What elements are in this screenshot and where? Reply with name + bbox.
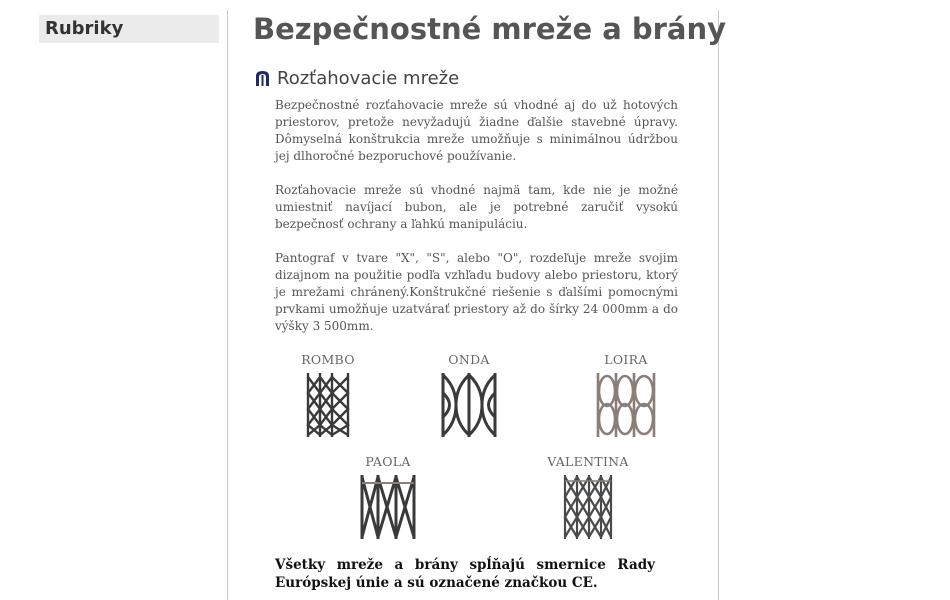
- description: [275, 97, 678, 352]
- rombo-gate-image: [305, 373, 351, 437]
- gate-label: PAOLA: [365, 454, 411, 469]
- loira-gate-image: [596, 373, 656, 437]
- page-title: Bezpečnostné mreže a brány: [253, 12, 727, 46]
- main-content: [227, 10, 727, 600]
- ce-compliance-note: Všetky mreže a brány spĺňajú smernice Rady Európskej únie a sú označené značkou CE.: [275, 557, 655, 591]
- paragraph: Bezpečnostné rozťahovacie mreže sú vhodné aj do už hotových priestorov, pretože nevyžadujú žiadne ďalšie stavebné úpravy. Dômyselná konštrukcia mreže umožňuje s minimálnou údržbou jej dlhoročné bezporuchové používanie.: [275, 98, 678, 163]
- onda-gate-image: [440, 373, 498, 437]
- gate-label: ROMBO: [301, 352, 355, 367]
- gate-item-valentina[interactable]: [538, 454, 638, 539]
- gate-item-paola[interactable]: [356, 454, 420, 539]
- sidebar-title: Rubriky: [39, 15, 219, 43]
- gate-item-onda[interactable]: [439, 352, 499, 437]
- gate-item-rombo[interactable]: [290, 352, 366, 437]
- section-header: [254, 68, 459, 89]
- valentina-gate-image: [563, 475, 613, 539]
- paragraph: Pantograf v tvare "X", "S", alebo "O", rozdeľuje mreže svojim dizajnom na použitie podľa vzhľadu budovy alebo priestoru, ktorý je mrežami chránený.Konštrukčné riešenie s ďalšími pomocnými prvkami umožňuje uzatvárať priestory až do šírky 24 000mm a do výšky 3 500mm.: [275, 251, 678, 333]
- gate-item-loira[interactable]: [596, 352, 656, 437]
- section-title: Rozťahovacie mreže: [277, 68, 460, 89]
- paola-gate-image: [360, 475, 416, 539]
- gate-label: LOIRA: [604, 352, 648, 367]
- gate-label: ONDA: [448, 352, 490, 367]
- paragraph: Rozťahovacie mreže sú vhodné najmä tam, kde nie je možné umiestniť navíjací bubon, ale je potrebné zaručiť vysokú bezpečnosť ochrany a ľahkú manipuláciu.: [275, 183, 678, 231]
- sidebar: [39, 15, 219, 43]
- gate-label: VALENTINA: [547, 454, 629, 469]
- gate-icon: [254, 70, 271, 87]
